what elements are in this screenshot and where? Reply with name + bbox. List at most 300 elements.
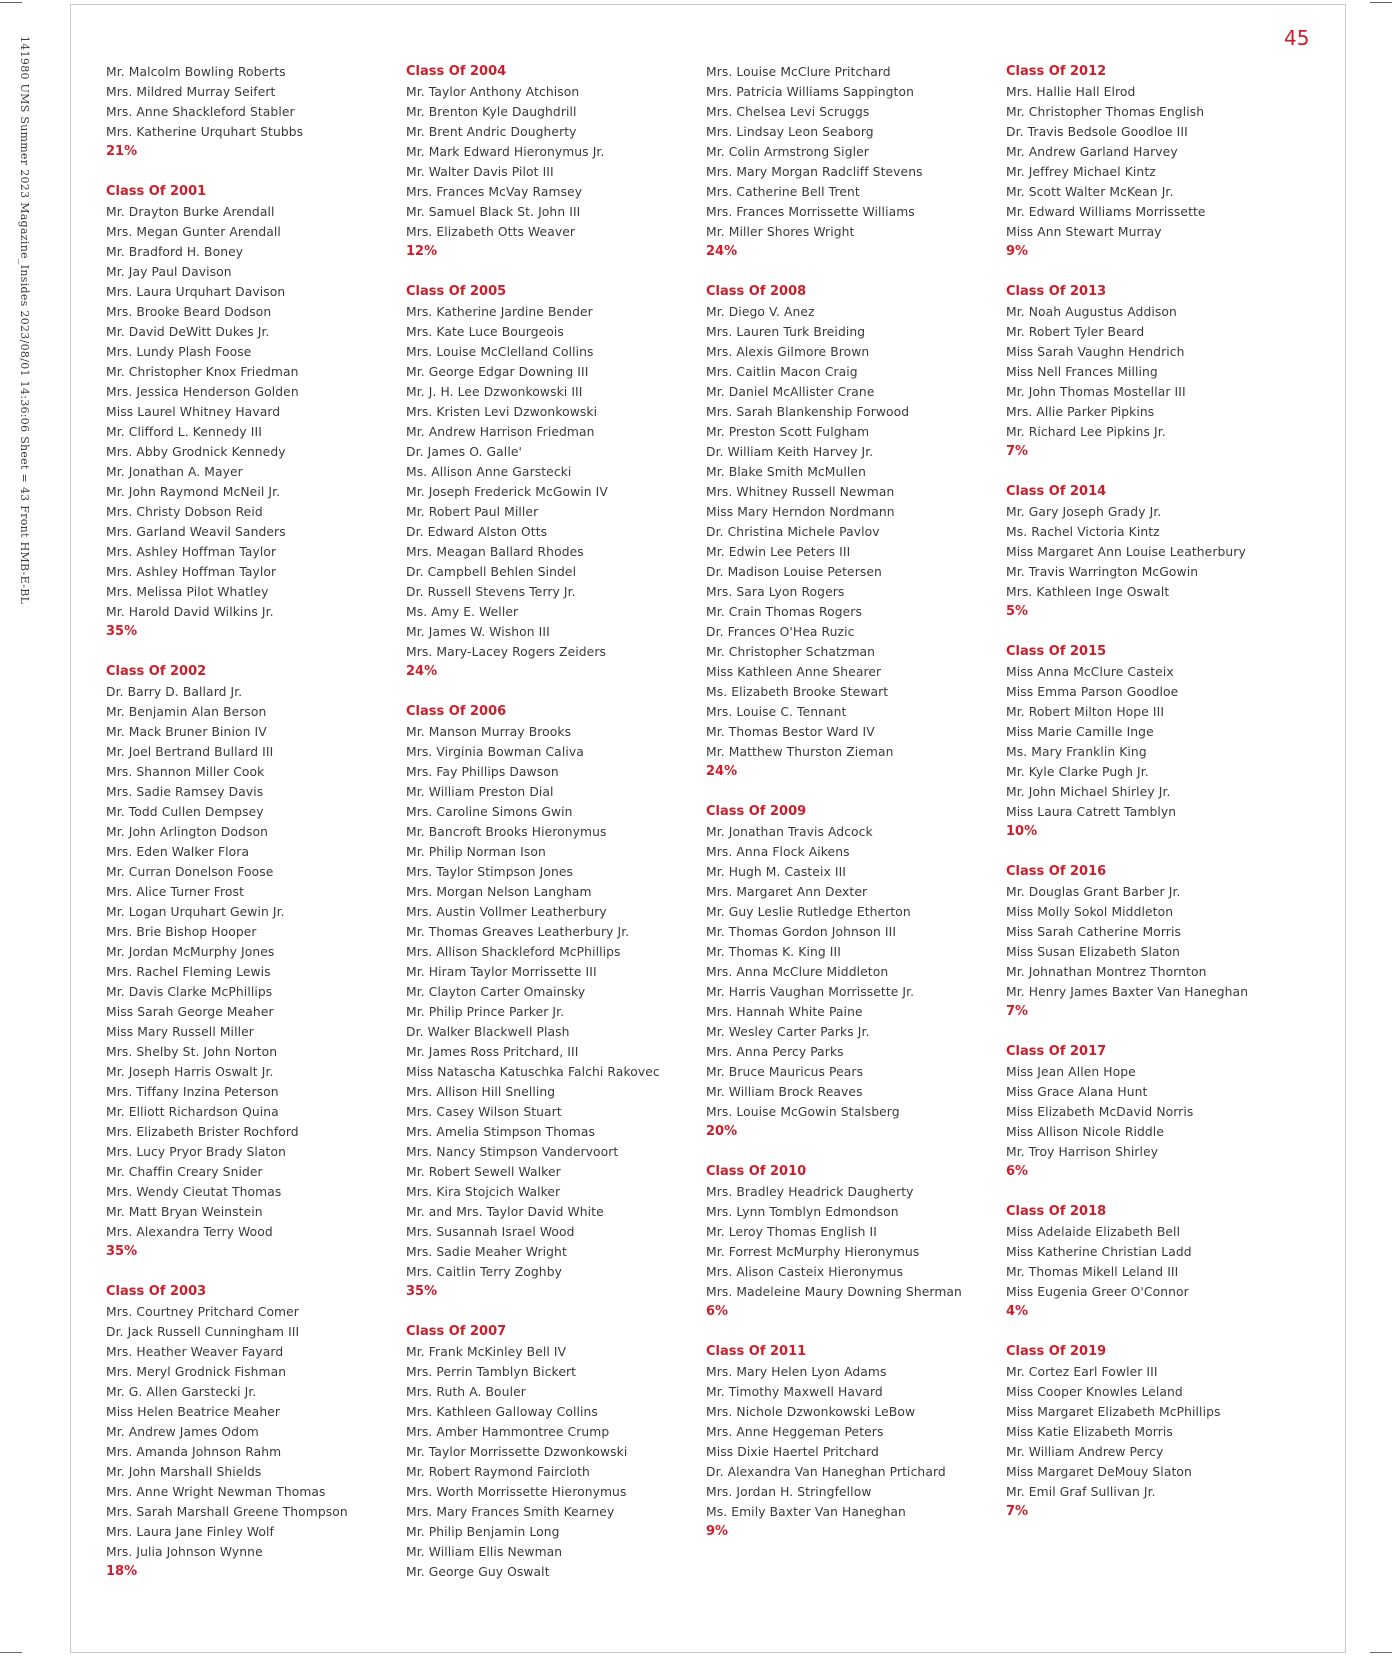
class-block <box>1006 62 1296 262</box>
class-block <box>706 1342 996 1542</box>
member-name: Miss Allison Nicole Riddle <box>1006 1125 1164 1139</box>
member-name: Mr. Edward Williams Morrissette <box>1006 205 1206 219</box>
member-name: Mrs. Laura Urquhart Davison <box>106 285 286 299</box>
member-name: Miss Ann Stewart Murray <box>1006 225 1162 239</box>
member-name: Dr. Jack Russell Cunningham III <box>106 1325 300 1339</box>
class-heading: Class Of 2018 <box>1006 1204 1107 1219</box>
member-name: Ms. Emily Baxter Van Haneghan <box>706 1505 906 1519</box>
member-name: Miss Laurel Whitney Havard <box>106 405 281 419</box>
member-name: Mrs. Jordan H. Stringfellow <box>706 1485 872 1499</box>
class-heading: Class Of 2017 <box>1006 1044 1107 1059</box>
member-name: Mrs. Ruth A. Bouler <box>406 1385 526 1399</box>
member-name: Mr. Robert Tyler Beard <box>1006 325 1145 339</box>
participation-percent: 6% <box>706 1304 729 1319</box>
member-name: Mr. and Mrs. Taylor David White <box>406 1205 604 1219</box>
member-name: Dr. Frances O'Hea Ruzic <box>706 625 855 639</box>
class-heading: Class Of 2016 <box>1006 864 1107 879</box>
participation-percent: 12% <box>406 244 438 259</box>
class-heading: Class Of 2003 <box>106 1284 207 1299</box>
member-name: Dr. Madison Louise Petersen <box>706 565 882 579</box>
member-name: Miss Adelaide Elizabeth Bell <box>1006 1225 1181 1239</box>
member-name: Mrs. Rachel Fleming Lewis <box>106 965 271 979</box>
member-name: Dr. Russell Stevens Terry Jr. <box>406 585 576 599</box>
member-name: Mrs. Mary Helen Lyon Adams <box>706 1365 887 1379</box>
member-name: Mr. G. Allen Garstecki Jr. <box>106 1385 257 1399</box>
member-name: Ms. Allison Anne Garstecki <box>406 465 572 479</box>
class-block <box>406 702 696 1302</box>
member-name: Ms. Elizabeth Brooke Stewart <box>706 685 889 699</box>
member-name: Mr. Forrest McMurphy Hieronymus <box>706 1245 920 1259</box>
member-name: Mrs. Sadie Ramsey Davis <box>106 785 264 799</box>
member-name: Mr. Todd Cullen Dempsey <box>106 805 264 819</box>
member-name: Mr. Miller Shores Wright <box>706 225 855 239</box>
printer-slug: 141980 UMS Summer 2023 Magazine_Insides 2023/08/01 14:36:06 Sheet = 43 Front HMB-E-BL <box>18 36 31 605</box>
class-block <box>106 662 396 1262</box>
member-name: Mrs. Kate Luce Bourgeois <box>406 325 564 339</box>
member-name: Mr. Blake Smith McMullen <box>706 465 866 479</box>
member-name: Mr. Thomas Mikell Leland III <box>1006 1265 1179 1279</box>
member-name: Mr. Colin Armstrong Sigler <box>706 145 869 159</box>
member-name: Miss Molly Sokol Middleton <box>1006 905 1174 919</box>
member-name: Mrs. Bradley Headrick Daugherty <box>706 1185 914 1199</box>
member-name: Mr. Robert Paul Miller <box>406 505 539 519</box>
member-name: Mr. Gary Joseph Grady Jr. <box>1006 505 1162 519</box>
member-name: Mrs. Elizabeth Brister Rochford <box>106 1125 299 1139</box>
participation-percent: 5% <box>1006 604 1029 619</box>
participation-percent: 35% <box>106 1244 138 1259</box>
member-name: Mrs. Allie Parker Pipkins <box>1006 405 1155 419</box>
member-name: Mrs. Fay Phillips Dawson <box>406 765 559 779</box>
participation-percent: 21% <box>106 144 138 159</box>
member-name: Mrs. Wendy Cieutat Thomas <box>106 1185 282 1199</box>
member-name: Mrs. Frances McVay Ramsey <box>406 185 583 199</box>
member-name: Mr. Benjamin Alan Berson <box>106 705 267 719</box>
member-name: Mrs. Mary Morgan Radcliff Stevens <box>706 165 923 179</box>
member-name: Mrs. Nancy Stimpson Vandervoort <box>406 1145 619 1159</box>
member-name: Mr. Troy Harrison Shirley <box>1006 1145 1159 1159</box>
member-name: Mr. Hugh M. Casteix III <box>706 865 847 879</box>
class-heading: Class Of 2006 <box>406 704 507 719</box>
member-name: Mrs. Worth Morrissette Hieronymus <box>406 1485 627 1499</box>
member-name: Mr. William Andrew Percy <box>1006 1445 1164 1459</box>
member-name: Miss Eugenia Greer O'Connor <box>1006 1285 1189 1299</box>
member-name: Dr. Travis Bedsole Goodloe III <box>1006 125 1188 139</box>
member-name: Mrs. Anna Flock Aikens <box>706 845 850 859</box>
member-name: Miss Grace Alana Hunt <box>1006 1085 1148 1099</box>
class-heading: Class Of 2008 <box>706 284 807 299</box>
member-name: Mr. Taylor Anthony Atchison <box>406 85 580 99</box>
member-name: Mr. Clifford L. Kennedy III <box>106 425 262 439</box>
member-name: Mr. Henry James Baxter Van Haneghan <box>1006 985 1249 999</box>
participation-percent: 9% <box>1006 244 1029 259</box>
member-name: Mrs. Anna Percy Parks <box>706 1045 844 1059</box>
class-heading: Class Of 2012 <box>1006 64 1107 79</box>
member-name: Mrs. Katherine Jardine Bender <box>406 305 593 319</box>
member-name: Mrs. Shelby St. John Norton <box>106 1045 278 1059</box>
member-name: Mr. George Guy Oswalt <box>406 1565 550 1579</box>
member-name: Mr. Jay Paul Davison <box>106 265 232 279</box>
member-name: Mrs. Meryl Grodnick Fishman <box>106 1365 287 1379</box>
member-name: Miss Katie Elizabeth Morris <box>1006 1425 1173 1439</box>
class-heading: Class Of 2019 <box>1006 1344 1107 1359</box>
member-name: Mr. Robert Milton Hope III <box>1006 705 1165 719</box>
member-name: Mr. Brenton Kyle Daughdrill <box>406 105 577 119</box>
participation-percent: 7% <box>1006 444 1029 459</box>
member-name: Mrs. Alison Casteix Hieronymus <box>706 1265 904 1279</box>
member-name: Dr. Campbell Behlen Sindel <box>406 565 577 579</box>
member-name: Mr. Hiram Taylor Morrissette III <box>406 965 597 979</box>
member-name: Mrs. Hannah White Paine <box>706 1005 863 1019</box>
member-name: Dr. Walker Blackwell Plash <box>406 1025 570 1039</box>
class-block <box>1006 482 1296 622</box>
member-name: Mr. Philip Benjamin Long <box>406 1525 560 1539</box>
class-block <box>1006 1042 1296 1182</box>
member-name: Mr. Thomas Bestor Ward IV <box>706 725 875 739</box>
class-block-continued <box>706 62 996 262</box>
member-name: Mrs. Susannah Israel Wood <box>406 1225 575 1239</box>
member-name: Mr. Robert Raymond Faircloth <box>406 1465 590 1479</box>
member-name: Mrs. Allison Hill Snelling <box>406 1085 556 1099</box>
member-name: Mrs. Taylor Stimpson Jones <box>406 865 574 879</box>
member-name: Dr. James O. Galle' <box>406 445 522 459</box>
member-name: Mrs. Amber Hammontree Crump <box>406 1425 610 1439</box>
member-name: Mrs. Allison Shackleford McPhillips <box>406 945 621 959</box>
member-name: Mrs. Mildred Murray Seifert <box>106 85 276 99</box>
member-name: Mrs. Brooke Beard Dodson <box>106 305 272 319</box>
member-name: Mr. John Michael Shirley Jr. <box>1006 785 1171 799</box>
member-name: Mrs. Ashley Hoffman Taylor <box>106 545 277 559</box>
class-heading: Class Of 2010 <box>706 1164 807 1179</box>
member-name: Mrs. Shannon Miller Cook <box>106 765 265 779</box>
member-name: Mrs. Anne Heggeman Peters <box>706 1425 884 1439</box>
member-name: Mr. Brent Andric Dougherty <box>406 125 577 139</box>
class-block <box>406 1322 696 1582</box>
member-name: Mrs. Anne Wright Newman Thomas <box>106 1485 326 1499</box>
member-name: Mr. Noah Augustus Addison <box>1006 305 1177 319</box>
member-name: Mrs. Austin Vollmer Leatherbury <box>406 905 607 919</box>
class-heading: Class Of 2014 <box>1006 484 1107 499</box>
participation-percent: 6% <box>1006 1164 1029 1179</box>
member-name: Mrs. Sarah Blankenship Forwood <box>706 405 910 419</box>
member-name: Mr. John Arlington Dodson <box>106 825 268 839</box>
member-name: Miss Anna McClure Casteix <box>1006 665 1174 679</box>
member-name: Mr. Jonathan A. Mayer <box>106 465 243 479</box>
member-name: Mrs. Lucy Pryor Brady Slaton <box>106 1145 286 1159</box>
class-block <box>706 1162 996 1322</box>
member-name: Mr. Curran Donelson Foose <box>106 865 274 879</box>
member-name: Mrs. Sarah Marshall Greene Thompson <box>106 1505 348 1519</box>
member-name: Mr. Edwin Lee Peters III <box>706 545 851 559</box>
class-block <box>106 182 396 642</box>
member-name: Mr. John Marshall Shields <box>106 1465 262 1479</box>
member-name: Mrs. Courtney Pritchard Comer <box>106 1305 299 1319</box>
class-heading: Class Of 2005 <box>406 284 507 299</box>
member-name: Mr. Joel Bertrand Bullard III <box>106 745 274 759</box>
member-name: Mrs. Patricia Williams Sappington <box>706 85 914 99</box>
member-name: Mr. Preston Scott Fulgham <box>706 425 870 439</box>
member-name: Mr. Emil Graf Sullivan Jr. <box>1006 1485 1156 1499</box>
member-name: Mr. Robert Sewell Walker <box>406 1165 561 1179</box>
member-name: Mrs. Christy Dobson Reid <box>106 505 263 519</box>
member-name: Mr. Johnathan Montrez Thornton <box>1006 965 1207 979</box>
member-name: Mr. Philip Norman Ison <box>406 845 546 859</box>
column-1 <box>106 62 396 1602</box>
member-name: Miss Sarah George Meaher <box>106 1005 274 1019</box>
member-name: Dr. William Keith Harvey Jr. <box>706 445 874 459</box>
member-name: Mr. Drayton Burke Arendall <box>106 205 275 219</box>
member-name: Mr. Taylor Morrissette Dzwonkowski <box>406 1445 628 1459</box>
member-name: Mrs. Lindsay Leon Seaborg <box>706 125 874 139</box>
member-name: Mr. Scott Walter McKean Jr. <box>1006 185 1174 199</box>
member-name: Mr. Andrew James Odom <box>106 1425 259 1439</box>
participation-percent: 10% <box>1006 824 1038 839</box>
member-name: Mr. Jonathan Travis Adcock <box>706 825 873 839</box>
participation-percent: 35% <box>106 624 138 639</box>
member-name: Miss Mary Russell Miller <box>106 1025 254 1039</box>
member-name: Miss Nell Frances Milling <box>1006 365 1158 379</box>
column-3 <box>706 62 996 1562</box>
member-name: Mrs. Heather Weaver Fayard <box>106 1345 284 1359</box>
member-name: Mrs. Louise McGowin Stalsberg <box>706 1105 900 1119</box>
member-name: Mrs. Garland Weavil Sanders <box>106 525 286 539</box>
member-name: Mr. Wesley Carter Parks Jr. <box>706 1025 870 1039</box>
member-name: Mr. Leroy Thomas English II <box>706 1225 877 1239</box>
member-name: Mrs. Elizabeth Otts Weaver <box>406 225 576 239</box>
member-name: Mr. Christopher Knox Friedman <box>106 365 299 379</box>
member-name: Mr. Jeffrey Michael Kintz <box>1006 165 1156 179</box>
member-name: Miss Cooper Knowles Leland <box>1006 1385 1183 1399</box>
class-heading: Class Of 2009 <box>706 804 807 819</box>
member-name: Mrs. Catherine Bell Trent <box>706 185 860 199</box>
member-name: Mrs. Caitlin Macon Craig <box>706 365 858 379</box>
participation-percent: 24% <box>706 764 738 779</box>
member-name: Mr. Guy Leslie Rutledge Etherton <box>706 905 911 919</box>
participation-percent: 7% <box>1006 1004 1029 1019</box>
member-name: Miss Sarah Vaughn Hendrich <box>1006 345 1185 359</box>
member-name: Mr. James Ross Pritchard, III <box>406 1045 579 1059</box>
member-name: Miss Natascha Katuschka Falchi Rakovec <box>406 1065 660 1079</box>
class-block <box>406 62 696 262</box>
member-name: Ms. Amy E. Weller <box>406 605 519 619</box>
member-name: Mr. John Thomas Mostellar III <box>1006 385 1186 399</box>
member-name: Miss Margaret Ann Louise Leatherbury <box>1006 545 1246 559</box>
class-heading: Class Of 2011 <box>706 1344 807 1359</box>
class-block <box>106 1282 396 1582</box>
member-name: Mr. Davis Clarke McPhillips <box>106 985 273 999</box>
member-name: Mr. Kyle Clarke Pugh Jr. <box>1006 765 1149 779</box>
member-name: Mrs. Margaret Ann Dexter <box>706 885 868 899</box>
member-name: Mr. William Brock Reaves <box>706 1085 863 1099</box>
class-block <box>1006 862 1296 1022</box>
member-name: Mr. Malcolm Bowling Roberts <box>106 65 286 79</box>
member-name: Mr. J. H. Lee Dzwonkowski III <box>406 385 583 399</box>
member-name: Mrs. Kristen Levi Dzwonkowski <box>406 405 598 419</box>
participation-percent: 4% <box>1006 1304 1029 1319</box>
member-name: Mr. Cortez Earl Fowler III <box>1006 1365 1158 1379</box>
member-name: Mrs. Virginia Bowman Caliva <box>406 745 584 759</box>
participation-percent: 20% <box>706 1124 738 1139</box>
member-name: Mrs. Ashley Hoffman Taylor <box>106 565 277 579</box>
member-name: Mr. Diego V. Anez <box>706 305 815 319</box>
member-name: Mr. Andrew Garland Harvey <box>1006 145 1178 159</box>
member-name: Mrs. Jessica Henderson Golden <box>106 385 299 399</box>
member-name: Mr. Travis Warrington McGowin <box>1006 565 1199 579</box>
member-name: Miss Sarah Catherine Morris <box>1006 925 1181 939</box>
class-block <box>1006 1202 1296 1322</box>
class-block <box>1006 642 1296 842</box>
class-heading: Class Of 2013 <box>1006 284 1107 299</box>
member-name: Miss Emma Parson Goodloe <box>1006 685 1179 699</box>
member-name: Mrs. Brie Bishop Hooper <box>106 925 257 939</box>
crop-mark <box>1370 2 1392 3</box>
member-name: Mrs. Abby Grodnick Kennedy <box>106 445 286 459</box>
member-name: Mr. Douglas Grant Barber Jr. <box>1006 885 1181 899</box>
class-heading: Class Of 2004 <box>406 64 507 79</box>
member-name: Miss Mary Herndon Nordmann <box>706 505 895 519</box>
member-name: Dr. Alexandra Van Haneghan Prtichard <box>706 1465 946 1479</box>
member-name: Ms. Rachel Victoria Kintz <box>1006 525 1160 539</box>
member-name: Mrs. Katherine Urquhart Stubbs <box>106 125 304 139</box>
member-name: Mr. Thomas Gordon Johnson III <box>706 925 897 939</box>
member-name: Mr. Chaffin Creary Snider <box>106 1165 263 1179</box>
member-name: Mr. Matthew Thurston Zieman <box>706 745 894 759</box>
member-name: Mr. Walter Davis Pilot III <box>406 165 554 179</box>
member-name: Mrs. Casey Wilson Stuart <box>406 1105 562 1119</box>
member-name: Mrs. Louise C. Tennant <box>706 705 847 719</box>
member-name: Mr. David DeWitt Dukes Jr. <box>106 325 270 339</box>
class-block <box>1006 282 1296 462</box>
member-name: Miss Dixie Haertel Pritchard <box>706 1445 879 1459</box>
member-name: Mr. Christopher Thomas English <box>1006 105 1205 119</box>
member-name: Mr. William Preston Dial <box>406 785 554 799</box>
member-name: Mr. Frank McKinley Bell IV <box>406 1345 567 1359</box>
member-name: Mrs. Mary-Lacey Rogers Zeiders <box>406 645 606 659</box>
crop-mark <box>1370 1652 1392 1653</box>
participation-percent: 24% <box>706 244 738 259</box>
member-name: Miss Margaret Elizabeth McPhillips <box>1006 1405 1221 1419</box>
member-name: Mrs. Madeleine Maury Downing Sherman <box>706 1285 962 1299</box>
participation-percent: 24% <box>406 664 438 679</box>
member-name: Mr. Crain Thomas Rogers <box>706 605 862 619</box>
member-name: Mrs. Caroline Simons Gwin <box>406 805 573 819</box>
member-name: Mr. Bancroft Brooks Hieronymus <box>406 825 607 839</box>
member-name: Mr. Mack Bruner Binion IV <box>106 725 267 739</box>
member-name: Mr. George Edgar Downing III <box>406 365 589 379</box>
member-name: Mr. Joseph Frederick McGowin IV <box>406 485 608 499</box>
member-name: Mrs. Morgan Nelson Langham <box>406 885 592 899</box>
member-name: Mrs. Nichole Dzwonkowski LeBow <box>706 1405 916 1419</box>
member-name: Mrs. Lauren Turk Breiding <box>706 325 866 339</box>
member-name: Dr. Edward Alston Otts <box>406 525 548 539</box>
class-block-continued <box>106 62 396 162</box>
member-name: Mr. Daniel McAllister Crane <box>706 385 875 399</box>
member-name: Mrs. Kathleen Inge Oswalt <box>1006 585 1170 599</box>
class-heading: Class Of 2001 <box>106 184 207 199</box>
member-name: Mr. Harold David Wilkins Jr. <box>106 605 274 619</box>
member-name: Mrs. Megan Gunter Arendall <box>106 225 281 239</box>
class-block <box>706 802 996 1142</box>
member-name: Mrs. Mary Frances Smith Kearney <box>406 1505 615 1519</box>
member-name: Mr. Philip Prince Parker Jr. <box>406 1005 565 1019</box>
class-heading: Class Of 2015 <box>1006 644 1107 659</box>
member-name: Mr. Richard Lee Pipkins Jr. <box>1006 425 1166 439</box>
member-name: Mrs. Frances Morrissette Williams <box>706 205 915 219</box>
member-name: Miss Susan Elizabeth Slaton <box>1006 945 1181 959</box>
member-name: Dr. Christina Michele Pavlov <box>706 525 880 539</box>
member-name: Mrs. Louise McClure Pritchard <box>706 65 891 79</box>
member-name: Miss Katherine Christian Ladd <box>1006 1245 1192 1259</box>
member-name: Mrs. Anna McClure Middleton <box>706 965 889 979</box>
member-name: Mr. Samuel Black St. John III <box>406 205 581 219</box>
member-name: Mr. Elliott Richardson Quina <box>106 1105 279 1119</box>
member-name: Mr. Clayton Carter Omainsky <box>406 985 586 999</box>
member-name: Mrs. Amelia Stimpson Thomas <box>406 1125 596 1139</box>
participation-percent: 7% <box>1006 1504 1029 1519</box>
member-name: Mr. John Raymond McNeil Jr. <box>106 485 281 499</box>
member-name: Mrs. Louise McClelland Collins <box>406 345 594 359</box>
member-name: Mr. Timothy Maxwell Havard <box>706 1385 883 1399</box>
crop-mark <box>0 2 22 3</box>
participation-percent: 35% <box>406 1284 438 1299</box>
member-name: Mr. Mark Edward Hieronymus Jr. <box>406 145 605 159</box>
member-name: Mrs. Melissa Pilot Whatley <box>106 585 269 599</box>
member-name: Mr. Bradford H. Boney <box>106 245 244 259</box>
page-number: 45 <box>1284 26 1310 50</box>
member-name: Mrs. Meagan Ballard Rhodes <box>406 545 584 559</box>
member-name: Mr. Thomas K. King III <box>706 945 841 959</box>
member-name: Mrs. Alice Turner Frost <box>106 885 244 899</box>
member-name: Miss Kathleen Anne Shearer <box>706 665 882 679</box>
member-name: Mr. William Ellis Newman <box>406 1545 563 1559</box>
member-name: Mrs. Hallie Hall Elrod <box>1006 85 1136 99</box>
member-name: Miss Elizabeth McDavid Norris <box>1006 1105 1194 1119</box>
member-name: Miss Helen Beatrice Meaher <box>106 1405 281 1419</box>
member-name: Mrs. Amanda Johnson Rahm <box>106 1445 282 1459</box>
member-name: Mrs. Chelsea Levi Scruggs <box>706 105 870 119</box>
member-name: Mr. Manson Murray Brooks <box>406 725 572 739</box>
member-name: Mr. Jordan McMurphy Jones <box>106 945 275 959</box>
member-name: Mrs. Eden Walker Flora <box>106 845 250 859</box>
member-name: Mr. Bruce Mauricus Pears <box>706 1065 864 1079</box>
member-name: Mrs. Kira Stojcich Walker <box>406 1185 561 1199</box>
member-name: Mrs. Tiffany Inzina Peterson <box>106 1085 279 1099</box>
member-name: Mr. Logan Urquhart Gewin Jr. <box>106 905 285 919</box>
member-name: Mr. James W. Wishon III <box>406 625 550 639</box>
member-name: Miss Jean Allen Hope <box>1006 1065 1136 1079</box>
crop-mark <box>0 1652 22 1653</box>
member-name: Mrs. Whitney Russell Newman <box>706 485 895 499</box>
member-name: Mrs. Kathleen Galloway Collins <box>406 1405 598 1419</box>
column-2 <box>406 62 696 1602</box>
member-name: Mr. Christopher Schatzman <box>706 645 876 659</box>
member-name: Mr. Thomas Greaves Leatherbury Jr. <box>406 925 630 939</box>
member-name: Mr. Matt Bryan Weinstein <box>106 1205 263 1219</box>
member-name: Dr. Barry D. Ballard Jr. <box>106 685 243 699</box>
member-name: Mrs. Lundy Plash Foose <box>106 345 252 359</box>
class-block <box>1006 1342 1296 1522</box>
member-name: Mrs. Alexandra Terry Wood <box>106 1225 273 1239</box>
member-name: Mr. Joseph Harris Oswalt Jr. <box>106 1065 274 1079</box>
column-4 <box>1006 62 1296 1542</box>
class-heading: Class Of 2002 <box>106 664 207 679</box>
member-name: Mrs. Julia Johnson Wynne <box>106 1545 263 1559</box>
participation-percent: 18% <box>106 1564 138 1579</box>
member-name: Mrs. Anne Shackleford Stabler <box>106 105 295 119</box>
member-name: Mr. Andrew Harrison Friedman <box>406 425 595 439</box>
participation-percent: 9% <box>706 1524 729 1539</box>
member-name: Mrs. Perrin Tamblyn Bickert <box>406 1365 577 1379</box>
member-name: Mrs. Caitlin Terry Zoghby <box>406 1265 562 1279</box>
